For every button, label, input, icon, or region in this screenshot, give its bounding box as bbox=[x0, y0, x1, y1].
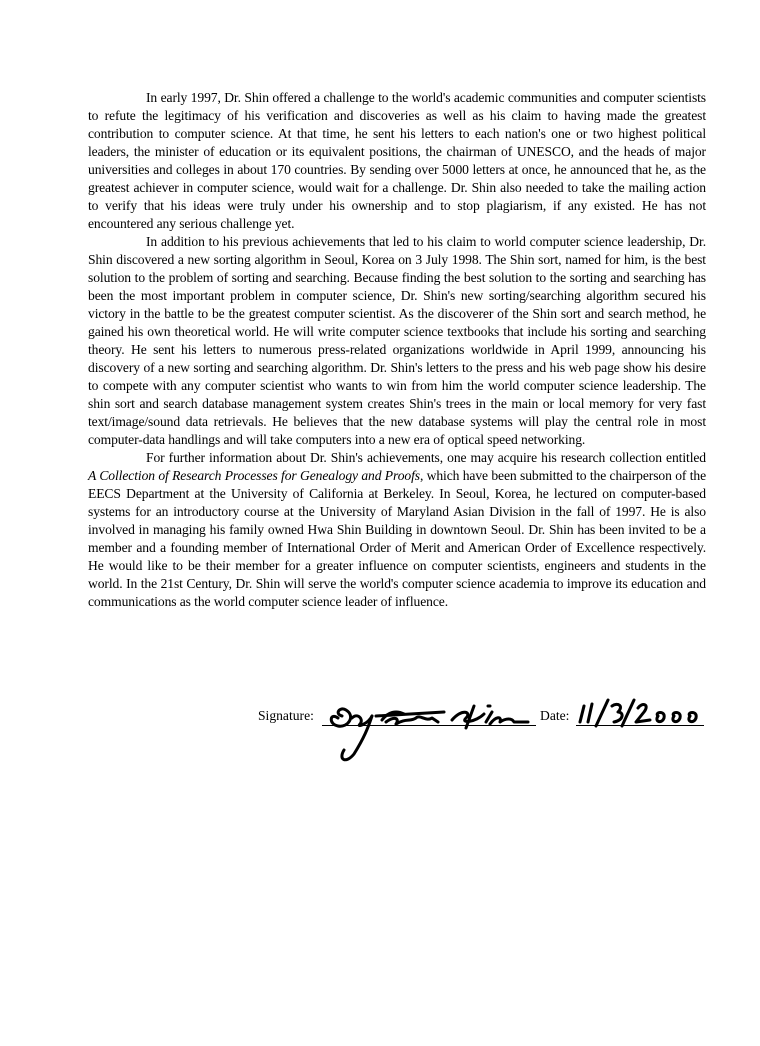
paragraph-1: In early 1997, Dr. Shin offered a challenge to the world's academic communities and computer scientists to refute the legitimacy of his verification and discoveries as well as his claim to having made the greatest contribution to computer science. At that time, he sent his letters to each nation's one or two highest political leaders, the minister of education or its equivalent positions, the chairman of UNESCO, and the heads of major universities and colleges in about 170 countries. By sending over 5000 letters at once, he announced that he, as the greatest achiever in computer science, would wait for a challenge. Dr. Shin also needed to take the mailing action to verify that his ideas were truly under his ownership and to stop plagiarism, if any existed. He has not encountered any serious challenge yet. bbox=[88, 90, 706, 231]
paragraph-3 bbox=[88, 449, 706, 611]
handwritten-signature bbox=[316, 694, 546, 764]
letter-body bbox=[88, 89, 706, 611]
collection-title: A Collection of Research Processes for Genealogy and Proofs bbox=[88, 468, 420, 483]
handwritten-date bbox=[576, 694, 716, 734]
signature-label: Signature: bbox=[258, 708, 314, 723]
signature-block bbox=[258, 698, 718, 768]
paragraph-2: In addition to his previous achievements that led to his claim to world computer science leadership, Dr. Shin discovered a new sorting algorithm in Seoul, Korea on 3 July 1998. The Shin sort, named for him, is the best solution to the problem of sorting and searching. Because finding the best solution to the sorting and searching has been the most important problem in computer science, Dr. Shin's new sorting/searching algorithm secured his victory in the battle to be the greatest computer scientist. As the discoverer of the Shin sort and search method, he gained his own theoretical world. He will write computer science textbooks that include his sorting and searching theory. He sent his letters to numerous press-related organizations worldwide in April 1999, announcing his discovery of a new sorting and searching algorithm. Dr. Shin's letters to the press and his web page show his desire to compete with any computer scientist who wants to win from him the world computer science leadership. The shin sort and search database management system creates Shin's trees in the main or local memory for very fast text/image/sound data retrievals. He believes that the new database systems will play the central role in most computer-data handlings and will take computers into a new era of optical speed networking. bbox=[88, 234, 706, 447]
paragraph-3-rest: , which have been submitted to the chairperson of the EECS Department at the University of California at Berkeley. In Seoul, Korea, he lectured on computer-based systems for an introductory course at the University of Maryland Asian Division in the fall of 1997. He is also involved in managing his family owned Hwa Shin Building in downtown Seoul. Dr. Shin has been invited to be a member and a founding member of International Order of Merit and American Order of Excellence respectively. He would like to be their member for a greater influence on computer scientists, engineers and students in the world. In the 21st Century, Dr. Shin will serve the world's computer science academia to improve its education and communications as the world computer science leader of influence. bbox=[88, 468, 706, 609]
date-label: Date: bbox=[540, 708, 570, 723]
paragraph-3-intro: For further information about Dr. Shin's achievements, one may acquire his research collection entitled bbox=[146, 450, 706, 465]
